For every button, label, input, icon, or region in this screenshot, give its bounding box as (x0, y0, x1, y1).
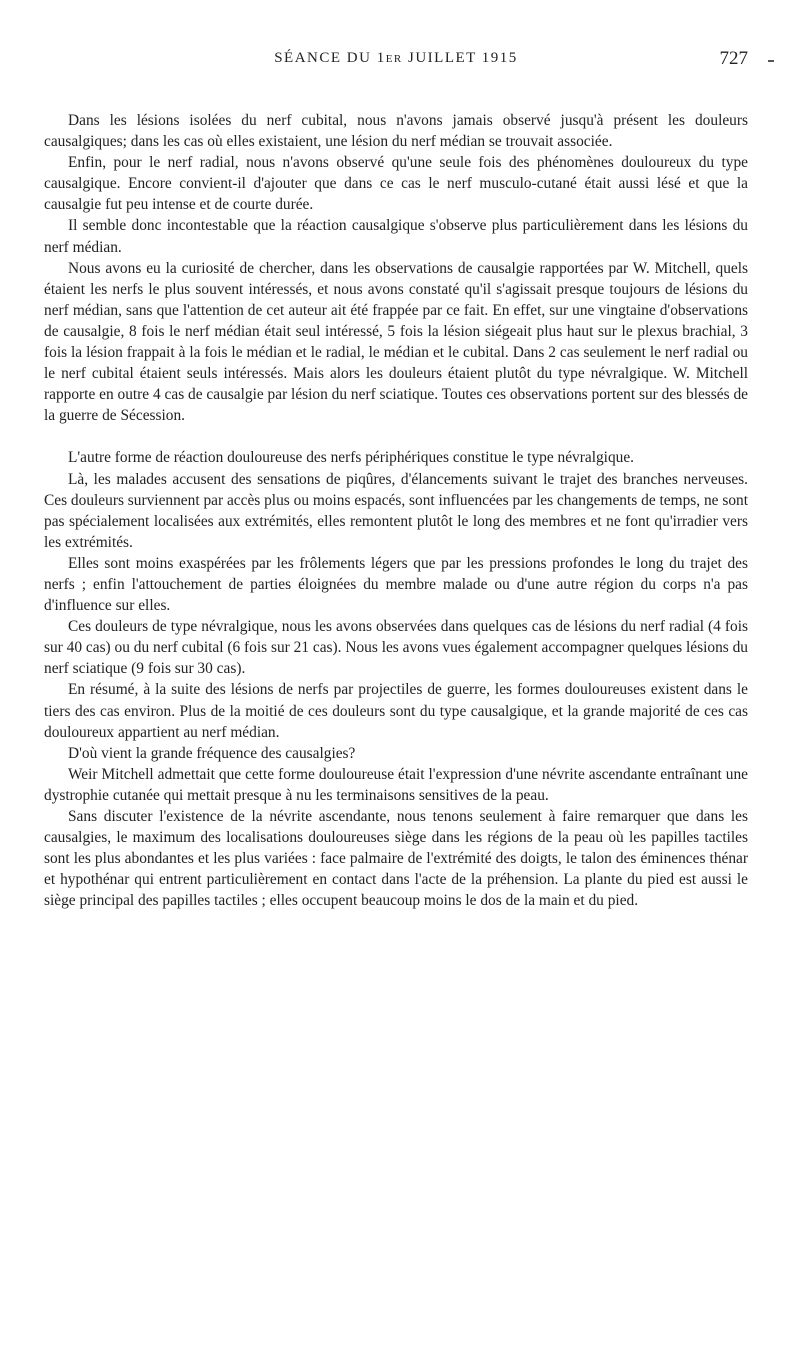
running-header (44, 50, 748, 82)
paragraph: Nous avons eu la curiosité de chercher, dans les observations de causalgie rapportées par W. Mitchell, quels étaient les nerfs le plus souvent intéressés, et nous avons constaté qu'il s'agissait presque toujours de lésions du nerf médian, sans que l'attention de cet auteur ait été frappée par ce fait. En effet, sur une vingtaine d'observations de causalgie, 8 fois le nerf médian était seul intéressé, 5 fois la lésion siégeait plus haut sur le plexus brachial, 3 fois la lésion frappait à la fois le médian et le radial, le médian et le cubital. Dans 2 cas seulement le nerf radial ou le nerf cubital étaient seuls intéressés. Mais alors les douleurs étaient plutôt du type névralgique. W. Mitchell rapporte en outre 4 cas de causalgie par lésion du nerf sciatique. Toutes ces observations portent sur des blessés de la guerre de Sécession. (44, 259, 748, 425)
paragraph: En résumé, à la suite des lésions de nerfs par projectiles de guerre, les formes douloureuses existent dans le tiers des cas environ. Plus de la moitié de ces douleurs sont du type causalgique, et la grande majorité de ces cas douloureux appartient au nerf médian. (44, 681, 748, 741)
page-number: 727 (719, 48, 748, 69)
body-text (44, 110, 748, 911)
paragraph: Sans discuter l'existence de la névrite ascendante, nous tenons seulement à faire remarquer que dans les causalgies, le maximum des localisations douloureuses siège dans les régions de la peau où les papilles tactiles sont les plus abondantes et les plus variées : face palmaire de l'extrémité des doigts, le talon des éminences thénar et hypothénar qui entrent particulièrement en contact dans l'acte de la préhension. La plante du pied est aussi le siège principal des papilles tactiles ; elles occupent beaucoup moins le dos de la main et du pied. (44, 808, 748, 910)
paragraph: Elles sont moins exaspérées par les frôlements légers que par les pressions profondes le long du trajet des nerfs ; enfin l'attouchement de parties éloignées du membre malade ou d'une autre région du corps n'a pas d'influence sur elles. (44, 554, 748, 615)
paragraph: Enfin, pour le nerf radial, nous n'avons observé qu'une seule fois des phénomènes douloureux du type causalgique. Encore convient-il d'ajouter que dans ce cas le nerf musculo-cutané était aussi lésé et que la causalgie fut peu intense et de courte durée. (44, 154, 748, 214)
paragraph: Là, les malades accusent des sensations de piqûres, d'élancements suivant le trajet des branches nerveuses. Ces douleurs surviennent par accès plus ou moins espacés, sont influencées par les changements de temps, ne sont pas spécialement localisées aux extrémités, elles remontent plutôt le long des membres et ne font qu'irradier vers les extrémités. (44, 470, 748, 551)
paragraph: Weir Mitchell admettait que cette forme douloureuse était l'expression d'une névrite ascendante entraînant une dystrophie cutanée qui mettait presque à nu les terminaisons sensitives de la peau. (44, 765, 748, 804)
paragraph: Ces douleurs de type névralgique, nous les avons observées dans quelques cas de lésions du nerf radial (4 fois sur 40 cas) ou du nerf cubital (6 fois sur 21 cas). Nous les avons vues également accompagner quelques lésions du nerf sciatique (9 fois sur 30 cas). (44, 618, 748, 678)
margin-mark (768, 60, 774, 62)
paragraph: D'où vient la grande fréquence des causalgies? (68, 744, 356, 762)
paragraph: L'autre forme de réaction douloureuse des nerfs périphériques constitue le type névralgique. (68, 449, 635, 467)
paragraph: Dans les lésions isolées du nerf cubital, nous n'avons jamais observé jusqu'à présent les douleurs causalgiques; dans les cas où elles existaient, une lésion du nerf médian se trouvait associée. (44, 112, 748, 151)
paragraph: Il semble donc incontestable que la réaction causalgique s'observe plus particulièrement dans les lésions du nerf médian. (44, 217, 748, 256)
running-title: SÉANCE DU 1er JUILLET 1915 (274, 50, 518, 66)
